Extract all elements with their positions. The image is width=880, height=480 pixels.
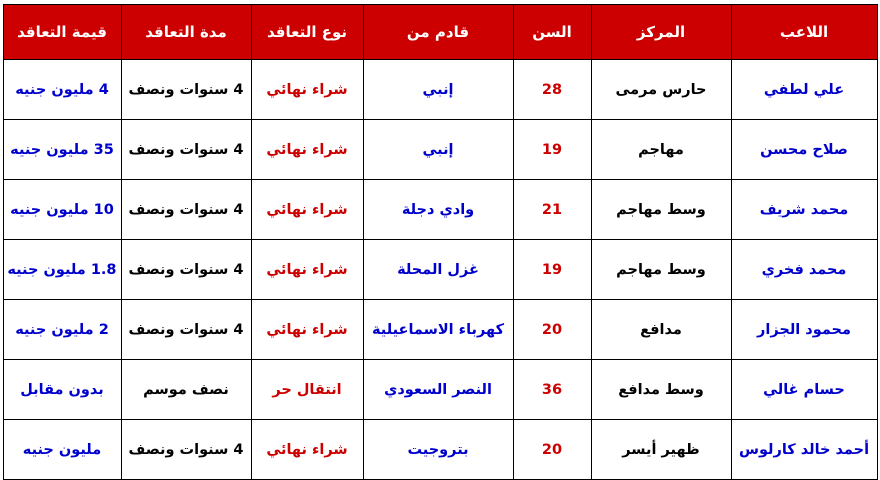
cell-duration: نصف موسم — [121, 360, 251, 420]
cell-player: علي لطفي — [731, 60, 877, 120]
cell-age: 21 — [513, 180, 591, 240]
cell-value: 35 مليون جنيه — [3, 120, 121, 180]
table-row — [3, 420, 877, 480]
column-header-position: المركز — [591, 5, 731, 60]
column-header-type: نوع التعاقد — [251, 5, 363, 60]
table-header — [3, 5, 877, 60]
cell-from: إنبي — [363, 60, 513, 120]
cell-from: إنبي — [363, 120, 513, 180]
cell-position: حارس مرمى — [591, 60, 731, 120]
table-body — [3, 60, 877, 480]
column-header-age: السن — [513, 5, 591, 60]
table-row — [3, 120, 877, 180]
cell-position: مدافع — [591, 300, 731, 360]
cell-type: شراء نهائي — [251, 120, 363, 180]
cell-value: بدون مقابل — [3, 360, 121, 420]
cell-type: شراء نهائي — [251, 420, 363, 480]
cell-duration: 4 سنوات ونصف — [121, 60, 251, 120]
cell-position: وسط مهاجم — [591, 180, 731, 240]
cell-position: وسط مدافع — [591, 360, 731, 420]
table-row — [3, 240, 877, 300]
cell-player: أحمد خالد كارلوس — [731, 420, 877, 480]
cell-duration: 4 سنوات ونصف — [121, 180, 251, 240]
cell-value: 1.8 مليون جنيه — [3, 240, 121, 300]
cell-player: محمود الجزار — [731, 300, 877, 360]
signings-table — [3, 4, 878, 480]
cell-age: 20 — [513, 300, 591, 360]
table-row — [3, 180, 877, 240]
table-row — [3, 60, 877, 120]
column-header-value: قيمة التعاقد — [3, 5, 121, 60]
cell-type: شراء نهائي — [251, 60, 363, 120]
cell-duration: 4 سنوات ونصف — [121, 240, 251, 300]
cell-player: صلاح محسن — [731, 120, 877, 180]
cell-type: شراء نهائي — [251, 180, 363, 240]
column-header-from: قادم من — [363, 5, 513, 60]
cell-type: انتقال حر — [251, 360, 363, 420]
cell-age: 20 — [513, 420, 591, 480]
cell-from: بتروجيت — [363, 420, 513, 480]
table-row — [3, 360, 877, 420]
cell-from: وادي دجلة — [363, 180, 513, 240]
table-row — [3, 300, 877, 360]
cell-duration: 4 سنوات ونصف — [121, 120, 251, 180]
cell-duration: 4 سنوات ونصف — [121, 420, 251, 480]
cell-type: شراء نهائي — [251, 240, 363, 300]
cell-age: 36 — [513, 360, 591, 420]
cell-age: 19 — [513, 240, 591, 300]
cell-player: حسام غالي — [731, 360, 877, 420]
cell-age: 19 — [513, 120, 591, 180]
cell-position: مهاجم — [591, 120, 731, 180]
cell-player: محمد شريف — [731, 180, 877, 240]
cell-value: مليون جنيه — [3, 420, 121, 480]
column-header-duration: مدة التعاقد — [121, 5, 251, 60]
cell-from: كهرباء الاسماعيلية — [363, 300, 513, 360]
cell-from: النصر السعودي — [363, 360, 513, 420]
cell-from: غزل المحلة — [363, 240, 513, 300]
cell-value: 10 مليون جنيه — [3, 180, 121, 240]
cell-value: 2 مليون جنيه — [3, 300, 121, 360]
cell-player: محمد فخري — [731, 240, 877, 300]
cell-position: وسط مهاجم — [591, 240, 731, 300]
cell-type: شراء نهائي — [251, 300, 363, 360]
cell-duration: 4 سنوات ونصف — [121, 300, 251, 360]
cell-age: 28 — [513, 60, 591, 120]
cell-value: 4 مليون جنيه — [3, 60, 121, 120]
table-header-row — [3, 5, 877, 60]
cell-position: ظهير أيسر — [591, 420, 731, 480]
column-header-player: اللاعب — [731, 5, 877, 60]
